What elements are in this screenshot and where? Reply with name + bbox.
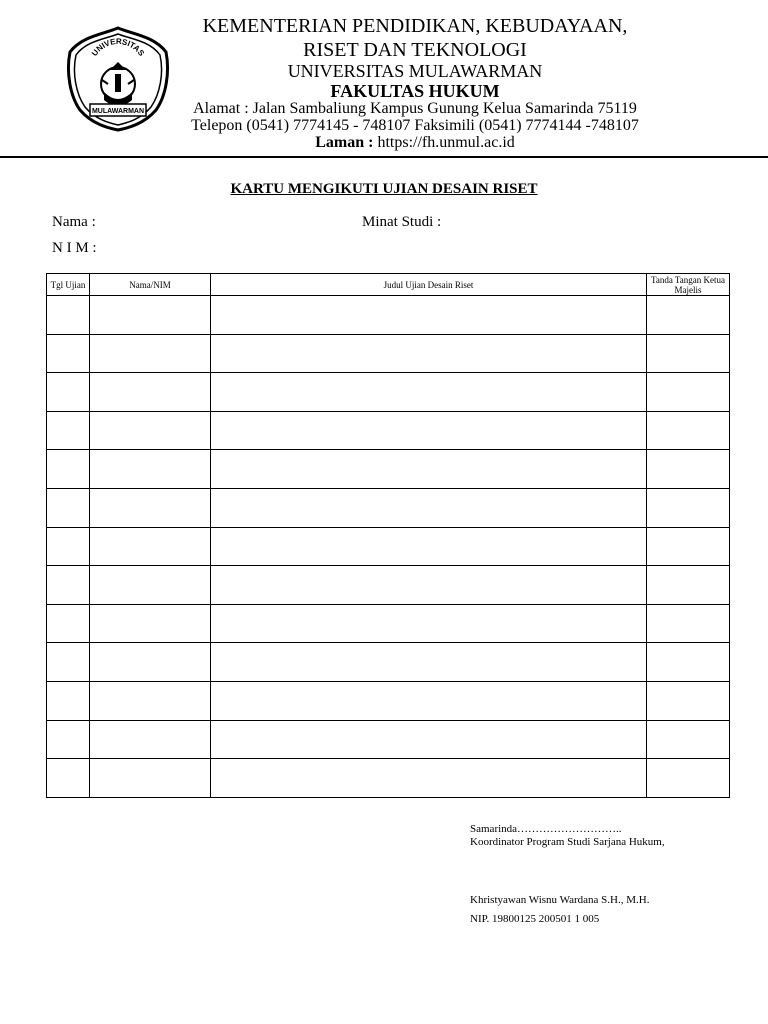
cell-judul[interactable] [211, 488, 647, 527]
cell-ttd[interactable] [647, 488, 730, 527]
cell-ttd[interactable] [647, 759, 730, 798]
logo-top-text: UNIVERSITAS [89, 36, 147, 58]
cell-judul[interactable] [211, 334, 647, 373]
cell-nama-nim[interactable] [90, 759, 211, 798]
cell-tgl[interactable] [47, 450, 90, 489]
cell-tgl[interactable] [47, 604, 90, 643]
cell-nama-nim[interactable] [90, 450, 211, 489]
cell-nama-nim[interactable] [90, 488, 211, 527]
university-logo [62, 22, 174, 134]
cell-nama-nim[interactable] [90, 604, 211, 643]
cell-tgl[interactable] [47, 334, 90, 373]
cell-judul[interactable] [211, 450, 647, 489]
signature-role: Koordinator Program Studi Sarjana Hukum, [470, 836, 665, 848]
table-row [47, 450, 730, 489]
address-line: Alamat : Jalan Sambaliung Kampus Gunung Kelua Samarinda 75119 [193, 100, 637, 117]
cell-nama-nim[interactable] [90, 373, 211, 412]
cell-tgl[interactable] [47, 527, 90, 566]
cell-ttd[interactable] [647, 720, 730, 759]
cell-tgl[interactable] [47, 488, 90, 527]
phone-line: Telepon (0541) 7774145 - 748107 Faksimili (0541) 7774144 -748107 [191, 117, 639, 134]
nim-label: N I M : [52, 240, 97, 256]
table-row [47, 643, 730, 682]
letterhead-divider [0, 156, 768, 158]
cell-ttd[interactable] [647, 296, 730, 335]
cell-tgl[interactable] [47, 373, 90, 412]
cell-judul[interactable] [211, 411, 647, 450]
cell-ttd[interactable] [647, 527, 730, 566]
website-link[interactable]: https://fh.unmul.ac.id [377, 134, 515, 151]
cell-tgl[interactable] [47, 566, 90, 605]
cell-ttd[interactable] [647, 411, 730, 450]
header-judul: Judul Ujian Desain Riset [211, 274, 647, 296]
cell-judul[interactable] [211, 527, 647, 566]
header-nama-nim: Nama/NIM [90, 274, 211, 296]
cell-ttd[interactable] [647, 681, 730, 720]
cell-nama-nim[interactable] [90, 720, 211, 759]
table-row [47, 488, 730, 527]
cell-ttd[interactable] [647, 373, 730, 412]
website-label: Laman : [315, 134, 374, 151]
cell-nama-nim[interactable] [90, 411, 211, 450]
table-row [47, 759, 730, 798]
table-row [47, 411, 730, 450]
cell-judul[interactable] [211, 566, 647, 605]
cell-judul[interactable] [211, 643, 647, 682]
cell-judul[interactable] [211, 296, 647, 335]
header-tgl-ujian: Tgl Ujian [47, 274, 90, 296]
table-row [47, 681, 730, 720]
cell-ttd[interactable] [647, 450, 730, 489]
cell-nama-nim[interactable] [90, 643, 211, 682]
cell-nama-nim[interactable] [90, 334, 211, 373]
cell-tgl[interactable] [47, 681, 90, 720]
table-header-row [47, 274, 730, 296]
ministry-line-1: KEMENTERIAN PENDIDIKAN, KEBUDAYAAN, [202, 15, 628, 37]
exam-table [46, 273, 730, 798]
cell-nama-nim[interactable] [90, 681, 211, 720]
university-name: UNIVERSITAS MULAWARMAN [287, 61, 543, 81]
cell-nama-nim[interactable] [90, 566, 211, 605]
cell-ttd[interactable] [647, 604, 730, 643]
table-row [47, 566, 730, 605]
cell-nama-nim[interactable] [90, 296, 211, 335]
cell-judul[interactable] [211, 373, 647, 412]
signature-name: Khristyawan Wisnu Wardana S.H., M.H. [470, 894, 650, 906]
table-row [47, 334, 730, 373]
table-row [47, 604, 730, 643]
cell-judul[interactable] [211, 720, 647, 759]
website-line [160, 134, 670, 152]
cell-tgl[interactable] [47, 411, 90, 450]
table-row [47, 373, 730, 412]
cell-ttd[interactable] [647, 643, 730, 682]
ministry-line-2: RISET DAN TEKNOLOGI [303, 39, 527, 61]
cell-tgl[interactable] [47, 759, 90, 798]
minat-studi-label: Minat Studi : [362, 214, 442, 230]
table-row [47, 296, 730, 335]
cell-judul[interactable] [211, 604, 647, 643]
cell-judul[interactable] [211, 759, 647, 798]
faculty-name: FAKULTAS HUKUM [330, 81, 500, 101]
document-title: KARTU MENGIKUTI UJIAN DESAIN RISET [230, 181, 538, 197]
header-tanda-tangan: Tanda Tangan Ketua Majelis [647, 274, 730, 296]
table-row [47, 527, 730, 566]
cell-tgl[interactable] [47, 720, 90, 759]
signature-nip: NIP. 19800125 200501 1 005 [470, 913, 600, 925]
table-row [47, 720, 730, 759]
name-label: Nama : [52, 214, 96, 230]
cell-judul[interactable] [211, 681, 647, 720]
signature-place-date: Samarinda……………………….. [470, 823, 622, 835]
cell-nama-nim[interactable] [90, 527, 211, 566]
cell-tgl[interactable] [47, 643, 90, 682]
cell-ttd[interactable] [647, 334, 730, 373]
cell-tgl[interactable] [47, 296, 90, 335]
logo-bottom-text: MULAWARMAN [91, 108, 145, 115]
cell-ttd[interactable] [647, 566, 730, 605]
